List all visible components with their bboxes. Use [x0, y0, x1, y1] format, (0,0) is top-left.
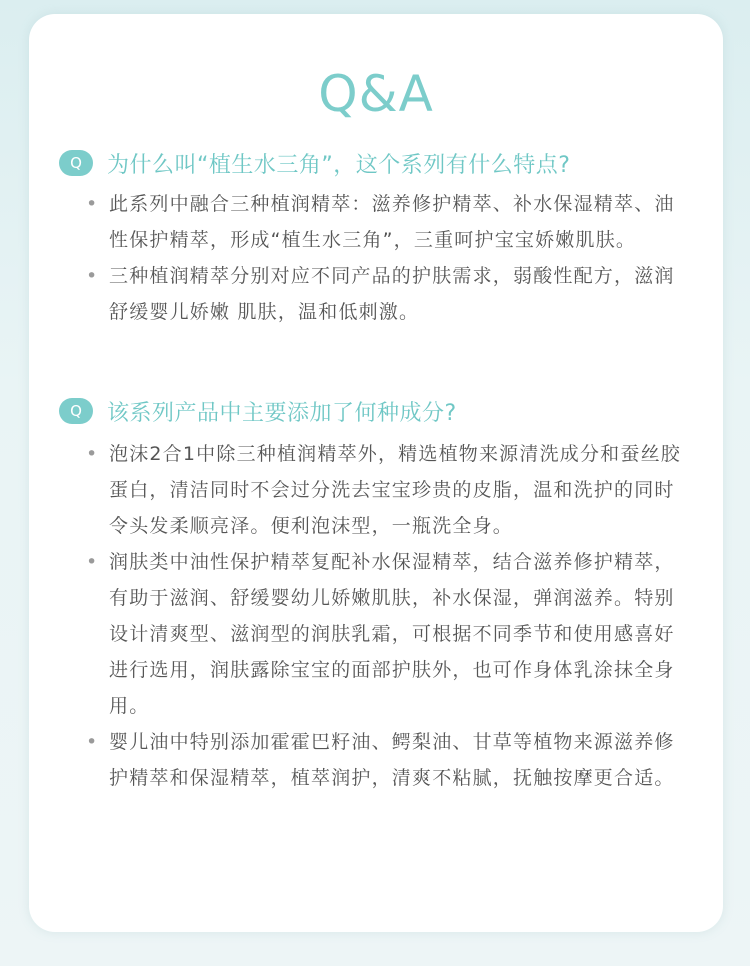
question-2 — [59, 394, 457, 428]
answer-item — [83, 436, 693, 544]
answer-text: 润肤类中油性保护精萃复配补水保湿精萃，结合滋养修护精萃，有助于滋润、舒缓婴幼儿娇嫩肌肤，补水保湿，弹润滋养。特别设计清爽型、滋润型的润肤乳霜，可根据不同季节和使用感喜好进行选用，润肤露除宝宝的面部护肤外，也可作身体乳涂抹全身用。 — [109, 551, 675, 717]
bullet-dot-icon: • — [86, 193, 99, 215]
bullet-dot-icon: • — [86, 443, 99, 465]
answer-item — [83, 258, 693, 330]
qa-card — [29, 14, 723, 932]
answer-list-1 — [83, 186, 693, 330]
bullet-dot-icon: • — [86, 551, 99, 573]
bullet-dot-icon: • — [86, 731, 99, 753]
question-badge-2: Q — [59, 398, 93, 424]
answer-item — [83, 544, 693, 724]
question-text-2: 该系列产品中主要添加了何种成分? — [107, 400, 457, 426]
answer-text: 泡沫2合1中除三种植润精萃外，精选植物来源清洗成分和蚕丝胶蛋白，清洁同时不会过分洗去宝宝珍贵的皮脂，温和洗护的同时令头发柔顺亮泽。便利泡沫型，一瓶洗全身。 — [109, 443, 681, 537]
answer-item — [83, 724, 693, 796]
question-text-1: 为什么叫“植生水三角”，这个系列有什么特点? — [107, 152, 571, 178]
question-1 — [59, 146, 570, 180]
question-badge-1: Q — [59, 150, 93, 176]
answer-text: 三种植润精萃分别对应不同产品的护肤需求，弱酸性配方，滋润舒缓婴儿娇嫩 肌肤，温和低刺激。 — [109, 265, 675, 323]
answer-text: 此系列中融合三种植润精萃：滋养修护精萃、补水保湿精萃、油性保护精萃，形成“植生水三角”，三重呵护宝宝娇嫩肌肤。 — [109, 193, 675, 251]
qa-title: Q&A — [318, 65, 434, 123]
answer-item — [83, 186, 693, 258]
answer-list-2 — [83, 436, 693, 796]
bullet-dot-icon: • — [86, 265, 99, 287]
answer-text: 婴儿油中特别添加霍霍巴籽油、鳄梨油、甘草等植物来源滋养修护精萃和保湿精萃，植萃润护，清爽不粘腻，抚触按摩更合适。 — [109, 731, 675, 789]
